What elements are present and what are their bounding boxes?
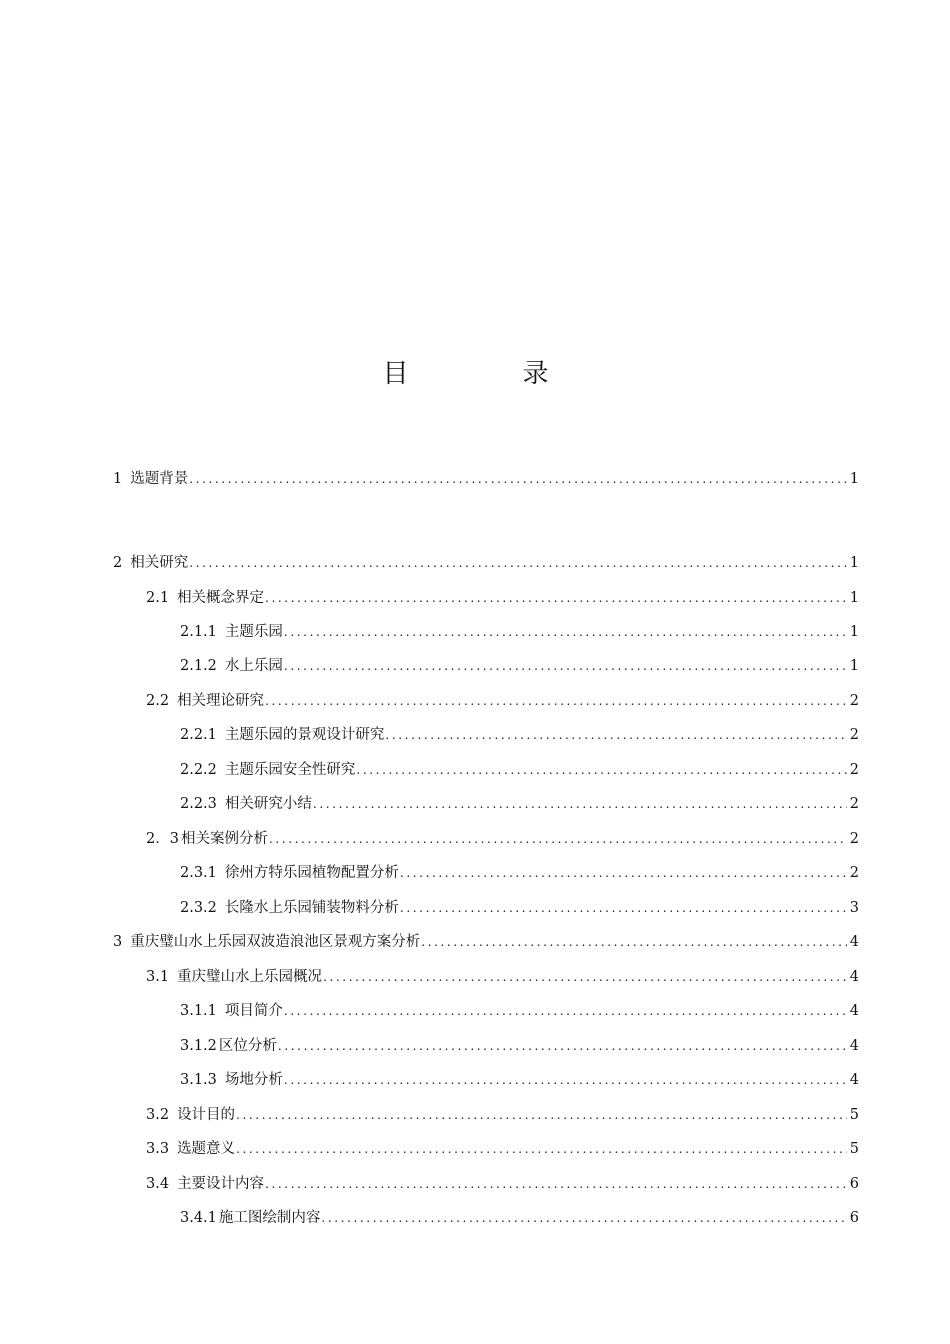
- toc-entry-number: 3: [113, 934, 123, 950]
- toc-entry-number: 1: [113, 471, 123, 487]
- toc-entry-title: 主题乐园的景观设计研究: [224, 727, 385, 743]
- toc-entry-3-1-2[interactable]: [180, 1035, 859, 1057]
- toc-entry-number: 2.2.3: [180, 796, 217, 812]
- toc-leader-dots: [278, 1035, 847, 1057]
- toc-entry-title: 相关研究: [130, 555, 189, 571]
- toc-entry-title: 相关研究小结: [224, 796, 312, 812]
- toc-entry-3-1-3[interactable]: [180, 1069, 859, 1091]
- toc-entry-number: 2.3.1: [180, 865, 217, 881]
- toc-leader-dots: [284, 1069, 847, 1091]
- toc-title: 目 录: [382, 359, 593, 389]
- toc-entry-2-2-3[interactable]: [180, 793, 859, 815]
- toc-entry-title: 区位分析: [218, 1038, 277, 1054]
- toc-entry-page: 2: [849, 727, 859, 743]
- toc-entry-3-1-1[interactable]: [180, 1000, 859, 1022]
- toc-entry-title: 相关理论研究: [177, 693, 265, 709]
- toc-leader-dots: [265, 587, 847, 609]
- toc-entry-3[interactable]: [113, 931, 859, 953]
- toc-entry-title: 水上乐园: [224, 658, 283, 674]
- toc-leader-dots: [269, 828, 847, 850]
- toc-entry-page: 2: [849, 693, 859, 709]
- toc-entry-page: 1: [849, 590, 859, 606]
- toc-entry-number: 3.1.2: [180, 1038, 217, 1054]
- toc-entry-number: 2.2.1: [180, 727, 217, 743]
- toc-entry-page: 6: [849, 1176, 859, 1192]
- toc-leader-dots: [284, 655, 847, 677]
- toc-entry-2-3[interactable]: [146, 828, 859, 850]
- toc-entry-number: 3.1: [146, 969, 170, 985]
- toc-entry-title: 徐州方特乐园植物配置分析: [224, 865, 399, 881]
- toc-entry-number: 2．3: [146, 831, 179, 847]
- toc-entry-number: 2.1.2: [180, 658, 217, 674]
- toc-entry-title: 主题乐园安全性研究: [224, 762, 356, 778]
- toc-entry-page: 2: [849, 762, 859, 778]
- toc-leader-dots: [313, 793, 847, 815]
- toc-entry-1[interactable]: [113, 468, 859, 490]
- toc-entry-title: 重庆璧山水上乐园概况: [177, 969, 323, 985]
- toc-entry-3-2[interactable]: [146, 1104, 859, 1126]
- toc-leader-dots: [189, 468, 847, 490]
- toc-entry-title: 选题意义: [177, 1141, 236, 1157]
- toc-entry-2-2-2[interactable]: [180, 759, 859, 781]
- toc-entry-3-1[interactable]: [146, 966, 859, 988]
- toc-leader-dots: [265, 1173, 847, 1195]
- toc-entry-2[interactable]: [113, 552, 859, 574]
- toc-entry-page: 1: [849, 471, 859, 487]
- toc-entry-2-2-1[interactable]: [180, 724, 859, 746]
- toc-entry-2-1[interactable]: [146, 587, 859, 609]
- toc-entry-number: 2.1.1: [180, 624, 217, 640]
- toc-entry-page: 1: [849, 555, 859, 571]
- toc-entry-page: 2: [849, 831, 859, 847]
- toc-entry-number: 2.2: [146, 693, 170, 709]
- toc-entry-number: 3.3: [146, 1141, 170, 1157]
- toc-entry-page: 2: [849, 865, 859, 881]
- toc-entry-title: 长隆水上乐园铺装物料分析: [224, 900, 399, 916]
- toc-leader-dots: [356, 759, 847, 781]
- toc-entry-page: 2: [849, 796, 859, 812]
- toc-entry-page: 4: [849, 1038, 859, 1054]
- toc-entry-number: 2: [113, 555, 123, 571]
- toc-leader-dots: [189, 552, 847, 574]
- toc-entry-page: 5: [849, 1107, 859, 1123]
- toc-entry-title: 场地分析: [224, 1072, 283, 1088]
- toc-entry-title: 相关案例分析: [180, 831, 268, 847]
- toc-entry-3-4[interactable]: [146, 1173, 859, 1195]
- toc-entry-title: 主要设计内容: [177, 1176, 265, 1192]
- toc-entry-number: 3.1.1: [180, 1003, 217, 1019]
- toc-leader-dots: [236, 1104, 847, 1126]
- toc-entry-title: 重庆璧山水上乐园双波造浪池区景观方案分析: [130, 934, 421, 950]
- toc-entry-number: 3.4: [146, 1176, 170, 1192]
- toc-leader-dots: [400, 897, 847, 919]
- toc-entry-title: 相关概念界定: [177, 590, 265, 606]
- toc-entry-title: 施工图绘制内容: [218, 1210, 321, 1226]
- toc-entry-number: 3.2: [146, 1107, 170, 1123]
- toc-leader-dots: [284, 1000, 847, 1022]
- toc-entry-page: 3: [849, 900, 859, 916]
- toc-entry-3-3[interactable]: [146, 1138, 859, 1160]
- toc-entry-number: 2.1: [146, 590, 170, 606]
- toc-entry-page: 5: [849, 1141, 859, 1157]
- toc-entry-page: 6: [849, 1210, 859, 1226]
- toc-leader-dots: [265, 690, 847, 712]
- toc-entry-2-1-2[interactable]: [180, 655, 859, 677]
- toc-entry-page: 4: [849, 969, 859, 985]
- toc-entry-number: 2.3.2: [180, 900, 217, 916]
- toc-entry-number: 2.2.2: [180, 762, 217, 778]
- toc-entry-page: 1: [849, 658, 859, 674]
- toc-entry-2-2[interactable]: [146, 690, 859, 712]
- toc-entry-2-3-1[interactable]: [180, 862, 859, 884]
- toc-entry-3-4-1[interactable]: [180, 1207, 859, 1229]
- toc-leader-dots: [421, 931, 847, 953]
- toc-entry-page: 4: [849, 1072, 859, 1088]
- toc-entry-2-1-1[interactable]: [180, 621, 859, 643]
- toc-entry-page: 1: [849, 624, 859, 640]
- toc-entry-title: 项目简介: [224, 1003, 283, 1019]
- toc-entry-number: 3.4.1: [180, 1210, 217, 1226]
- toc-leader-dots: [284, 621, 847, 643]
- toc-entry-page: 4: [849, 934, 859, 950]
- toc-entry-title: 主题乐园: [224, 624, 283, 640]
- toc-entry-title: 设计目的: [177, 1107, 236, 1123]
- toc-leader-dots: [321, 1207, 847, 1229]
- toc-entry-title: 选题背景: [130, 471, 189, 487]
- toc-entry-page: 4: [849, 1003, 859, 1019]
- toc-leader-dots: [400, 862, 847, 884]
- toc-leader-dots: [385, 724, 847, 746]
- toc-entry-number: 3.1.3: [180, 1072, 217, 1088]
- toc-entry-2-3-2[interactable]: [180, 897, 859, 919]
- toc-leader-dots: [236, 1138, 847, 1160]
- toc-leader-dots: [323, 966, 847, 988]
